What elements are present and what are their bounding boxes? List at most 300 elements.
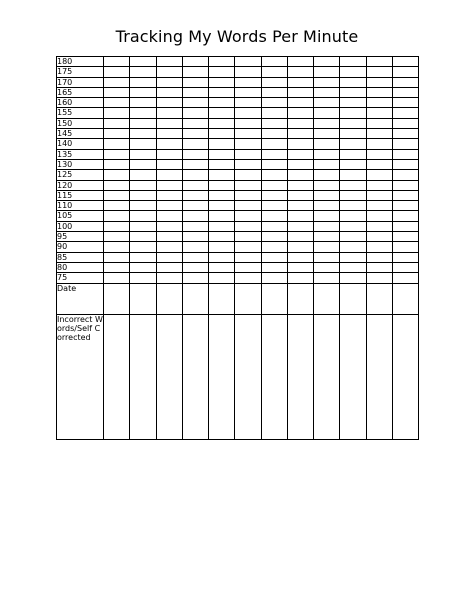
entry-cell[interactable] xyxy=(287,77,313,87)
entry-cell[interactable] xyxy=(314,242,340,252)
entry-cell[interactable] xyxy=(104,273,130,283)
entry-cell[interactable] xyxy=(209,77,235,87)
entry-cell[interactable] xyxy=(340,211,366,221)
entry-cell[interactable] xyxy=(314,201,340,211)
entry-cell[interactable] xyxy=(209,262,235,272)
entry-cell[interactable] xyxy=(104,108,130,118)
entry-cell[interactable] xyxy=(182,221,208,231)
entry-cell[interactable] xyxy=(235,221,261,231)
entry-cell[interactable] xyxy=(340,232,366,242)
entry-cell[interactable] xyxy=(130,57,156,67)
entry-cell[interactable] xyxy=(156,129,182,139)
entry-cell[interactable] xyxy=(156,108,182,118)
entry-cell[interactable] xyxy=(340,190,366,200)
entry-cell[interactable] xyxy=(261,118,287,128)
entry-cell[interactable] xyxy=(261,57,287,67)
entry-cell[interactable] xyxy=(235,87,261,97)
entry-cell[interactable] xyxy=(182,252,208,262)
entry-cell[interactable] xyxy=(209,118,235,128)
entry-cell[interactable] xyxy=(366,180,392,190)
entry-cell[interactable] xyxy=(156,180,182,190)
entry-cell[interactable] xyxy=(392,242,418,252)
entry-cell[interactable] xyxy=(130,149,156,159)
score-row xyxy=(57,57,419,67)
entry-cell[interactable] xyxy=(209,159,235,169)
entry-cell[interactable] xyxy=(314,129,340,139)
entry-cell[interactable] xyxy=(314,314,340,439)
entry-cell[interactable] xyxy=(104,139,130,149)
entry-cell[interactable] xyxy=(130,170,156,180)
entry-cell[interactable] xyxy=(156,57,182,67)
entry-cell[interactable] xyxy=(104,159,130,169)
entry-cell[interactable] xyxy=(287,108,313,118)
entry-cell[interactable] xyxy=(130,232,156,242)
entry-cell[interactable] xyxy=(182,190,208,200)
entry-cell[interactable] xyxy=(392,232,418,242)
entry-cell[interactable] xyxy=(392,211,418,221)
entry-cell[interactable] xyxy=(340,129,366,139)
entry-cell[interactable] xyxy=(366,221,392,231)
entry-cell[interactable] xyxy=(392,98,418,108)
entry-cell[interactable] xyxy=(392,283,418,314)
entry-cell[interactable] xyxy=(235,314,261,439)
score-label: 170 xyxy=(57,77,104,87)
entry-cell[interactable] xyxy=(340,118,366,128)
entry-cell[interactable] xyxy=(366,139,392,149)
entry-cell[interactable] xyxy=(130,273,156,283)
entry-cell[interactable] xyxy=(209,242,235,252)
entry-cell[interactable] xyxy=(314,77,340,87)
entry-cell[interactable] xyxy=(156,139,182,149)
entry-cell[interactable] xyxy=(366,118,392,128)
entry-cell[interactable] xyxy=(182,108,208,118)
entry-cell[interactable] xyxy=(314,159,340,169)
entry-cell[interactable] xyxy=(104,149,130,159)
score-label: 95 xyxy=(57,232,104,242)
entry-cell[interactable] xyxy=(287,129,313,139)
entry-cell[interactable] xyxy=(104,118,130,128)
entry-cell[interactable] xyxy=(235,149,261,159)
entry-cell[interactable] xyxy=(104,242,130,252)
entry-cell[interactable] xyxy=(104,283,130,314)
entry-cell[interactable] xyxy=(392,57,418,67)
entry-cell[interactable] xyxy=(182,211,208,221)
entry-cell[interactable] xyxy=(130,67,156,77)
entry-cell[interactable] xyxy=(366,190,392,200)
entry-cell[interactable] xyxy=(392,262,418,272)
entry-cell[interactable] xyxy=(314,273,340,283)
entry-cell[interactable] xyxy=(156,283,182,314)
score-label: 125 xyxy=(57,170,104,180)
entry-cell[interactable] xyxy=(156,159,182,169)
entry-cell[interactable] xyxy=(261,108,287,118)
entry-cell[interactable] xyxy=(209,149,235,159)
entry-cell[interactable] xyxy=(235,159,261,169)
entry-cell[interactable] xyxy=(392,159,418,169)
entry-cell[interactable] xyxy=(182,262,208,272)
entry-cell[interactable] xyxy=(130,108,156,118)
entry-cell[interactable] xyxy=(182,87,208,97)
entry-cell[interactable] xyxy=(104,262,130,272)
entry-cell[interactable] xyxy=(287,201,313,211)
entry-cell[interactable] xyxy=(261,232,287,242)
entry-cell[interactable] xyxy=(182,98,208,108)
entry-cell[interactable] xyxy=(130,129,156,139)
entry-cell[interactable] xyxy=(156,149,182,159)
entry-cell[interactable] xyxy=(235,108,261,118)
entry-cell[interactable] xyxy=(104,129,130,139)
entry-cell[interactable] xyxy=(392,77,418,87)
entry-cell[interactable] xyxy=(182,129,208,139)
entry-cell[interactable] xyxy=(130,190,156,200)
entry-cell[interactable] xyxy=(392,170,418,180)
entry-cell[interactable] xyxy=(104,190,130,200)
entry-cell[interactable] xyxy=(287,139,313,149)
entry-cell[interactable] xyxy=(340,314,366,439)
entry-cell[interactable] xyxy=(104,211,130,221)
entry-cell[interactable] xyxy=(235,262,261,272)
entry-cell[interactable] xyxy=(392,273,418,283)
entry-cell[interactable] xyxy=(156,77,182,87)
entry-cell[interactable] xyxy=(235,180,261,190)
entry-cell[interactable] xyxy=(209,201,235,211)
score-row xyxy=(57,149,419,159)
entry-cell[interactable] xyxy=(130,98,156,108)
entry-cell[interactable] xyxy=(261,87,287,97)
entry-cell[interactable] xyxy=(182,57,208,67)
entry-cell[interactable] xyxy=(235,201,261,211)
entry-cell[interactable] xyxy=(209,252,235,262)
entry-cell[interactable] xyxy=(392,67,418,77)
entry-cell[interactable] xyxy=(340,108,366,118)
entry-cell[interactable] xyxy=(156,314,182,439)
entry-cell[interactable] xyxy=(235,139,261,149)
entry-cell[interactable] xyxy=(366,149,392,159)
entry-cell[interactable] xyxy=(156,273,182,283)
entry-cell[interactable] xyxy=(182,139,208,149)
entry-cell[interactable] xyxy=(104,314,130,439)
entry-cell[interactable] xyxy=(209,67,235,77)
entry-cell[interactable] xyxy=(182,273,208,283)
entry-cell[interactable] xyxy=(104,232,130,242)
entry-cell[interactable] xyxy=(209,139,235,149)
entry-cell[interactable] xyxy=(104,87,130,97)
entry-cell[interactable] xyxy=(340,139,366,149)
entry-cell[interactable] xyxy=(287,180,313,190)
entry-cell[interactable] xyxy=(261,252,287,262)
entry-cell[interactable] xyxy=(156,211,182,221)
entry-cell[interactable] xyxy=(314,232,340,242)
entry-cell[interactable] xyxy=(156,201,182,211)
entry-cell[interactable] xyxy=(235,170,261,180)
entry-cell[interactable] xyxy=(261,139,287,149)
entry-cell[interactable] xyxy=(209,211,235,221)
entry-cell[interactable] xyxy=(156,87,182,97)
entry-cell[interactable] xyxy=(261,283,287,314)
entry-cell[interactable] xyxy=(209,221,235,231)
entry-cell[interactable] xyxy=(314,252,340,262)
entry-cell[interactable] xyxy=(366,201,392,211)
entry-cell[interactable] xyxy=(156,252,182,262)
entry-cell[interactable] xyxy=(104,98,130,108)
entry-cell[interactable] xyxy=(130,139,156,149)
entry-cell[interactable] xyxy=(366,262,392,272)
entry-cell[interactable] xyxy=(182,159,208,169)
entry-cell[interactable] xyxy=(366,211,392,221)
entry-cell[interactable] xyxy=(235,211,261,221)
entry-cell[interactable] xyxy=(287,170,313,180)
entry-cell[interactable] xyxy=(340,221,366,231)
entry-cell[interactable] xyxy=(392,87,418,97)
entry-cell[interactable] xyxy=(392,108,418,118)
entry-cell[interactable] xyxy=(340,98,366,108)
entry-cell[interactable] xyxy=(314,139,340,149)
entry-cell[interactable] xyxy=(340,149,366,159)
entry-cell[interactable] xyxy=(156,118,182,128)
entry-cell[interactable] xyxy=(235,232,261,242)
entry-cell[interactable] xyxy=(366,252,392,262)
entry-cell[interactable] xyxy=(235,118,261,128)
entry-cell[interactable] xyxy=(261,211,287,221)
score-label: 140 xyxy=(57,139,104,149)
entry-cell[interactable] xyxy=(156,67,182,77)
entry-cell[interactable] xyxy=(366,232,392,242)
entry-cell[interactable] xyxy=(235,252,261,262)
entry-cell[interactable] xyxy=(235,283,261,314)
entry-cell[interactable] xyxy=(156,262,182,272)
entry-cell[interactable] xyxy=(130,87,156,97)
entry-cell[interactable] xyxy=(261,201,287,211)
entry-cell[interactable] xyxy=(314,108,340,118)
entry-cell[interactable] xyxy=(209,57,235,67)
entry-cell[interactable] xyxy=(314,221,340,231)
entry-cell[interactable] xyxy=(209,129,235,139)
entry-cell[interactable] xyxy=(209,98,235,108)
entry-cell[interactable] xyxy=(209,283,235,314)
entry-cell[interactable] xyxy=(235,190,261,200)
entry-cell[interactable] xyxy=(104,180,130,190)
entry-cell[interactable] xyxy=(287,232,313,242)
entry-cell[interactable] xyxy=(314,87,340,97)
entry-cell[interactable] xyxy=(209,180,235,190)
entry-cell[interactable] xyxy=(392,314,418,439)
entry-cell[interactable] xyxy=(366,67,392,77)
entry-cell[interactable] xyxy=(261,262,287,272)
entry-cell[interactable] xyxy=(261,149,287,159)
entry-cell[interactable] xyxy=(314,118,340,128)
entry-cell[interactable] xyxy=(366,129,392,139)
entry-cell[interactable] xyxy=(261,129,287,139)
entry-cell[interactable] xyxy=(156,242,182,252)
entry-cell[interactable] xyxy=(156,170,182,180)
entry-cell[interactable] xyxy=(261,242,287,252)
entry-cell[interactable] xyxy=(287,190,313,200)
entry-cell[interactable] xyxy=(340,77,366,87)
entry-cell[interactable] xyxy=(209,170,235,180)
entry-cell[interactable] xyxy=(392,118,418,128)
entry-cell[interactable] xyxy=(156,232,182,242)
score-label: 160 xyxy=(57,98,104,108)
entry-cell[interactable] xyxy=(287,262,313,272)
entry-cell[interactable] xyxy=(340,67,366,77)
entry-cell[interactable] xyxy=(340,262,366,272)
entry-cell[interactable] xyxy=(314,180,340,190)
entry-cell[interactable] xyxy=(235,77,261,87)
entry-cell[interactable] xyxy=(104,252,130,262)
entry-cell[interactable] xyxy=(314,170,340,180)
entry-cell[interactable] xyxy=(130,180,156,190)
entry-cell[interactable] xyxy=(287,57,313,67)
entry-cell[interactable] xyxy=(182,283,208,314)
entry-cell[interactable] xyxy=(130,77,156,87)
entry-cell[interactable] xyxy=(182,67,208,77)
entry-cell[interactable] xyxy=(130,283,156,314)
entry-cell[interactable] xyxy=(314,67,340,77)
entry-cell[interactable] xyxy=(314,57,340,67)
entry-cell[interactable] xyxy=(156,221,182,231)
entry-cell[interactable] xyxy=(104,170,130,180)
entry-cell[interactable] xyxy=(392,252,418,262)
entry-cell[interactable] xyxy=(209,232,235,242)
entry-cell[interactable] xyxy=(261,190,287,200)
entry-cell[interactable] xyxy=(287,159,313,169)
entry-cell[interactable] xyxy=(366,77,392,87)
entry-cell[interactable] xyxy=(130,262,156,272)
entry-cell[interactable] xyxy=(392,129,418,139)
entry-cell[interactable] xyxy=(209,87,235,97)
entry-cell[interactable] xyxy=(340,159,366,169)
entry-cell[interactable] xyxy=(209,273,235,283)
entry-cell[interactable] xyxy=(130,211,156,221)
entry-cell[interactable] xyxy=(182,170,208,180)
entry-cell[interactable] xyxy=(340,180,366,190)
score-label: 115 xyxy=(57,190,104,200)
entry-cell[interactable] xyxy=(261,159,287,169)
date-row xyxy=(57,283,419,314)
entry-cell[interactable] xyxy=(366,159,392,169)
entry-cell[interactable] xyxy=(130,242,156,252)
entry-cell[interactable] xyxy=(261,180,287,190)
entry-cell[interactable] xyxy=(287,221,313,231)
entry-cell[interactable] xyxy=(104,57,130,67)
entry-cell[interactable] xyxy=(366,273,392,283)
entry-cell[interactable] xyxy=(104,221,130,231)
entry-cell[interactable] xyxy=(366,283,392,314)
entry-cell[interactable] xyxy=(314,211,340,221)
entry-cell[interactable] xyxy=(261,221,287,231)
entry-cell[interactable] xyxy=(392,201,418,211)
entry-cell[interactable] xyxy=(261,314,287,439)
entry-cell[interactable] xyxy=(104,201,130,211)
entry-cell[interactable] xyxy=(130,252,156,262)
entry-cell[interactable] xyxy=(261,67,287,77)
entry-cell[interactable] xyxy=(209,190,235,200)
entry-cell[interactable] xyxy=(340,87,366,97)
entry-cell[interactable] xyxy=(340,273,366,283)
entry-cell[interactable] xyxy=(130,221,156,231)
entry-cell[interactable] xyxy=(104,77,130,87)
entry-cell[interactable] xyxy=(235,242,261,252)
entry-cell[interactable] xyxy=(182,77,208,87)
entry-cell[interactable] xyxy=(287,314,313,439)
entry-cell[interactable] xyxy=(261,273,287,283)
entry-cell[interactable] xyxy=(209,314,235,439)
entry-cell[interactable] xyxy=(366,170,392,180)
entry-cell[interactable] xyxy=(287,67,313,77)
entry-cell[interactable] xyxy=(261,170,287,180)
entry-cell[interactable] xyxy=(104,67,130,77)
entry-cell[interactable] xyxy=(314,283,340,314)
entry-cell[interactable] xyxy=(287,149,313,159)
entry-cell[interactable] xyxy=(156,98,182,108)
entry-cell[interactable] xyxy=(340,252,366,262)
entry-cell[interactable] xyxy=(392,221,418,231)
entry-cell[interactable] xyxy=(130,159,156,169)
entry-cell[interactable] xyxy=(366,108,392,118)
entry-cell[interactable] xyxy=(235,67,261,77)
score-row xyxy=(57,108,419,118)
entry-cell[interactable] xyxy=(314,262,340,272)
entry-cell[interactable] xyxy=(287,273,313,283)
entry-cell[interactable] xyxy=(287,242,313,252)
entry-cell[interactable] xyxy=(235,98,261,108)
entry-cell[interactable] xyxy=(314,98,340,108)
entry-cell[interactable] xyxy=(392,180,418,190)
score-label: 75 xyxy=(57,273,104,283)
score-row xyxy=(57,242,419,252)
entry-cell[interactable] xyxy=(287,252,313,262)
entry-cell[interactable] xyxy=(340,242,366,252)
entry-cell[interactable] xyxy=(130,314,156,439)
entry-cell[interactable] xyxy=(235,57,261,67)
entry-cell[interactable] xyxy=(130,201,156,211)
entry-cell[interactable] xyxy=(287,98,313,108)
entry-cell[interactable] xyxy=(314,149,340,159)
entry-cell[interactable] xyxy=(261,77,287,87)
entry-cell[interactable] xyxy=(156,190,182,200)
entry-cell[interactable] xyxy=(392,190,418,200)
entry-cell[interactable] xyxy=(392,149,418,159)
entry-cell[interactable] xyxy=(392,139,418,149)
entry-cell[interactable] xyxy=(287,211,313,221)
entry-cell[interactable] xyxy=(130,118,156,128)
entry-cell[interactable] xyxy=(182,232,208,242)
entry-cell[interactable] xyxy=(366,98,392,108)
entry-cell[interactable] xyxy=(209,108,235,118)
entry-cell[interactable] xyxy=(287,283,313,314)
entry-cell[interactable] xyxy=(182,118,208,128)
entry-cell[interactable] xyxy=(340,283,366,314)
entry-cell[interactable] xyxy=(287,87,313,97)
entry-cell[interactable] xyxy=(235,129,261,139)
entry-cell[interactable] xyxy=(287,118,313,128)
entry-cell[interactable] xyxy=(235,273,261,283)
entry-cell[interactable] xyxy=(366,57,392,67)
entry-cell[interactable] xyxy=(261,98,287,108)
entry-cell[interactable] xyxy=(340,201,366,211)
entry-cell[interactable] xyxy=(182,149,208,159)
entry-cell[interactable] xyxy=(366,87,392,97)
entry-cell[interactable] xyxy=(314,190,340,200)
entry-cell[interactable] xyxy=(182,180,208,190)
entry-cell[interactable] xyxy=(182,201,208,211)
entry-cell[interactable] xyxy=(366,314,392,439)
entry-cell[interactable] xyxy=(340,57,366,67)
entry-cell[interactable] xyxy=(182,314,208,439)
entry-cell[interactable] xyxy=(182,242,208,252)
entry-cell[interactable] xyxy=(340,170,366,180)
entry-cell[interactable] xyxy=(366,242,392,252)
